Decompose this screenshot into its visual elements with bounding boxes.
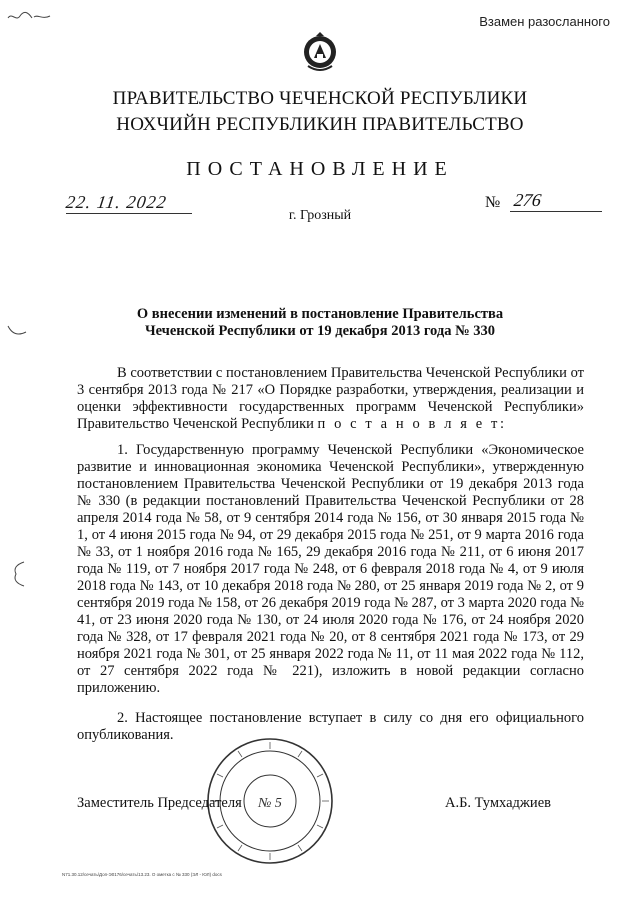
margin-bracket-icon	[10, 560, 30, 588]
corner-scribble	[6, 8, 56, 26]
signatory-name: А.Б. Тумхаджиев	[445, 795, 551, 811]
city: г. Грозный	[288, 208, 352, 223]
seal-number: № 5	[258, 796, 282, 811]
replacement-note: Взамен разосланного	[479, 14, 610, 29]
decree-word: п о с т а н о в л я е т:	[317, 416, 507, 432]
signatory-title: Заместитель Председателя	[77, 795, 242, 811]
paragraph-item-2: 2. Настоящее постановление вступает в силу со дня его официального опубликования.	[77, 710, 584, 743]
subject-line-2: Чеченской Республики от 19 декабря 2013 года № 330	[144, 323, 496, 339]
date-handwritten: 22. 11. 2022	[64, 192, 169, 212]
government-title-ce: НОХЧИЙН РЕСПУБЛИКИН ПРАВИТЕЛЬСТВО	[116, 114, 524, 135]
document-subject	[90, 306, 550, 340]
footer-code: N71.30.12/сечать/Доп-Э0176/сечать/13.23. О ометка с № 330 (ЭЛ - ЮЛ) docs	[62, 872, 222, 877]
number-sign: №	[485, 194, 501, 211]
paragraph-item-1: 1. Государственную программу Чеченской Республики «Экономическое развитие и инновационная экономика Чеченской Республики», утвержденную постановлением Правительства Чеченской Республики от 19 декабря 2013 года № 330 (в редакции постановлений Правительства Чеченской Республики от 28 апреля 2014 года № 58, от 9 сентября 2014 года № 156, от 30 января 2015 года № 1, от 4 июня 2015 года № 94, от 29 декабря 2015 года № 251, от 9 марта 2016 года № 33, от 1 ноября 2016 года № 165, 29 декабря 2016 года № 211, от 6 июня 2017 года № 119, от 7 ноября 2017 года № 248, от 6 февраля 2018 года № 4, от 9 июля 2018 года № 143, от 10 декабря 2018 года № 280, от 25 января 2019 года № 2, от 9 сентября 2019 года № 158, от 26 декабря 2019 года № 287, от 3 марта 2020 года № 41, от 23 июня 2020 года № 130, от 24 июля 2020 года № 176, от 24 ноября 2020 года № 328, от 17 февраля 2021 года № 20, от 8 сентября 2021 года № 173, от 29 ноября 2021 года № 301, от 25 января 2022 года № 11, от 11 мая 2022 года № 112, от 27 сентября 2022 года № 221), изложить в новой редакции согласно приложению.	[77, 442, 584, 696]
coat-of-arms-icon	[302, 30, 338, 76]
government-title-ru: ПРАВИТЕЛЬСТВО ЧЕЧЕНСКОЙ РЕСПУБЛИКИ	[112, 88, 528, 109]
margin-mark-icon	[6, 322, 28, 340]
number-handwritten: 276	[512, 190, 543, 210]
paragraph-intro	[77, 365, 584, 433]
document-type: ПОСТАНОВЛЕНИЕ	[186, 158, 454, 180]
intro-text: В соответствии с постановлением Правительства Чеченской Республики от 3 сентября 2013 года № 217 «О Порядке разработки, утверждения, реализации и оценки эффективности государственных программ Чеченской Республики» Правительство Чеченской Республики	[77, 365, 584, 432]
subject-line-1: О внесении изменений в постановление Правительства	[136, 306, 504, 322]
